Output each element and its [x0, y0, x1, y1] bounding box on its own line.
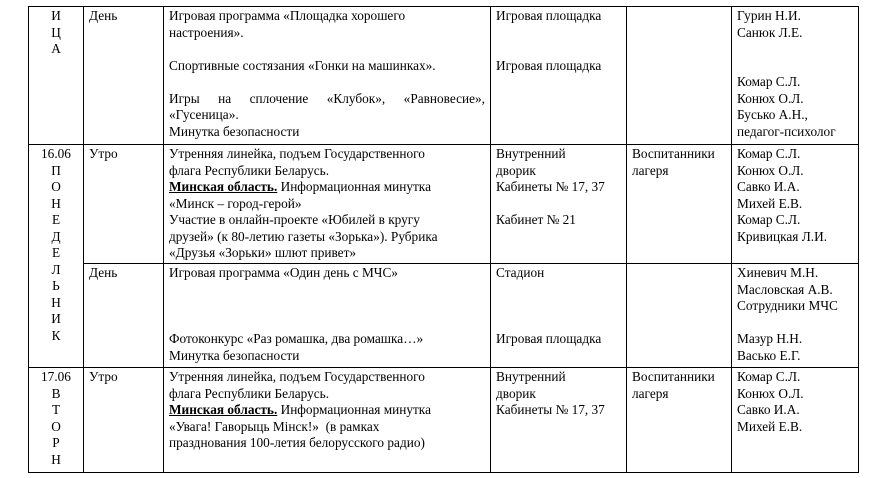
day-cell [29, 145, 84, 368]
responsible-cell [732, 145, 859, 264]
responsible-name: Михей Е.В. [737, 195, 803, 211]
schedule-row [29, 145, 859, 264]
day-letter: Д [51, 228, 61, 244]
day-letter: И [51, 311, 61, 326]
responsible-name: педагог-психолог [737, 123, 836, 139]
time-cell: День [84, 264, 164, 368]
time-cell: День [84, 7, 164, 145]
responsible-cell [732, 7, 859, 145]
event-text: друзей» (к 80-летию газеты «Зорька»). Рубрика [169, 228, 438, 244]
day-letter: Е [51, 245, 61, 260]
responsible-name: Савко И.А. [737, 402, 800, 417]
day-letter: Н [51, 195, 61, 211]
event-text: «Увага! Гаворыць Мінск!» (в рамках [169, 418, 380, 434]
event-text: Минутка безопасности [169, 347, 300, 363]
participants-text: лагеря [632, 385, 669, 401]
event-text: Минутка безопасности [169, 123, 300, 139]
event-text: флага Республики Беларусь. [169, 162, 330, 178]
day-letter: О [51, 418, 61, 434]
place-text: Кабинеты № 17, 37 [496, 402, 605, 417]
place-text: Стадион [496, 265, 545, 280]
day-letter: В [51, 385, 61, 401]
place-text: Внутренний [496, 146, 566, 161]
event-cell [164, 368, 491, 473]
responsible-name: Васько Е.Г. [737, 347, 801, 363]
event-cell [164, 145, 491, 264]
time-cell: Утро [84, 368, 164, 473]
responsible-name: Конюх О.Л. [737, 162, 804, 178]
event-text: настроения». [169, 24, 244, 40]
place-cell [491, 145, 627, 264]
region-label: Минская область. [169, 402, 278, 417]
day-cell [29, 368, 84, 473]
place-text: Игровая площадка [496, 331, 602, 346]
schedule-row [29, 7, 859, 145]
event-text: «Друзья «Зорьки» шлют привет» [169, 245, 357, 260]
place-text: Кабинет № 21 [496, 212, 576, 227]
place-cell [491, 7, 627, 145]
day-letter: Ь [52, 278, 60, 293]
place-text: Игровая площадка [496, 8, 602, 23]
responsible-name: Комар С.Л. [737, 74, 801, 89]
event-text: Фотоконкурс «Раз ромашка, два ромашка…» [169, 331, 424, 346]
schedule-row [29, 264, 859, 368]
day-letter: И [51, 8, 61, 23]
responsible-name: Михей Е.В. [737, 418, 803, 434]
participants-text: Воспитанники [632, 146, 715, 161]
place-text: Кабинеты № 17, 37 [496, 179, 605, 194]
responsible-name: Конюх О.Л. [737, 385, 804, 401]
date-label: 16.06 [41, 146, 71, 161]
event-text: Утренняя линейка, подъем Государственного [169, 146, 425, 161]
event-text: празднования 100-летия белорусского радио) [169, 435, 425, 450]
time-cell: Утро [84, 145, 164, 264]
place-cell [491, 264, 627, 368]
event-text: Минская область. Информационная минутка [169, 402, 431, 417]
event-text: Игры на сплочение «Клубок», «Равновесие», [169, 90, 485, 106]
responsible-name: Санюк Л.Е. [737, 24, 803, 40]
day-letter: П [51, 162, 61, 178]
day-letter: К [51, 327, 61, 343]
responsible-name: Масловская А.В. [737, 281, 833, 297]
responsible-name: Комар С.Л. [737, 146, 801, 161]
responsible-name: Гурин Н.И. [737, 8, 801, 23]
event-cell [164, 264, 491, 368]
place-cell [491, 368, 627, 473]
participants-cell [627, 264, 732, 368]
participants-cell [627, 7, 732, 145]
day-letter: Н [51, 451, 61, 467]
participants-cell [627, 145, 732, 264]
responsible-cell [732, 368, 859, 473]
event-text: Спортивные состязания «Гонки на машинках». [169, 57, 436, 73]
day-letter: Т [51, 402, 61, 417]
responsible-name: Хиневич М.Н. [737, 265, 819, 280]
day-letter: А [51, 41, 61, 56]
responsible-name: Комар С.Л. [737, 212, 801, 227]
participants-text: лагеря [632, 162, 669, 178]
day-letter: Ц [51, 24, 61, 40]
event-text: Игровая программа «Площадка хорошего [169, 8, 406, 23]
event-text: Минская область. Информационная минутка [169, 179, 431, 194]
schedule-table [28, 6, 859, 473]
place-text: Внутренний [496, 369, 566, 384]
responsible-name: Мазур Н.Н. [737, 331, 803, 346]
event-text: Игровая программа «Один день с МЧС» [169, 265, 398, 280]
day-letter: Р [52, 435, 60, 450]
responsible-name: Бусько А.Н., [737, 107, 808, 122]
day-letter: Е [51, 212, 61, 227]
day-letter: О [51, 179, 61, 194]
date-label: 17.06 [41, 369, 71, 384]
responsible-name: Савко И.А. [737, 179, 800, 194]
participants-cell [627, 368, 732, 473]
day-cell [29, 7, 84, 145]
responsible-name: Кривицкая Л.И. [737, 228, 828, 244]
event-text: Утренняя линейка, подъем Государственного [169, 369, 425, 384]
day-letter: Н [51, 294, 61, 310]
region-label: Минская область. [169, 179, 278, 194]
event-text: «Минск – город-герой» [169, 195, 302, 211]
schedule-row [29, 368, 859, 473]
responsible-cell [732, 264, 859, 368]
event-text: Участие в онлайн-проекте «Юбилей в кругу [169, 212, 420, 227]
day-letter: Л [51, 261, 61, 277]
responsible-name: Конюх О.Л. [737, 90, 804, 106]
event-cell [164, 7, 491, 145]
responsible-name: Сотрудники МЧС [737, 298, 838, 313]
place-text: дворик [496, 162, 536, 178]
place-text: Игровая площадка [496, 57, 602, 73]
responsible-name: Комар С.Л. [737, 369, 801, 384]
place-text: дворик [496, 385, 536, 401]
event-text: флага Республики Беларусь. [169, 385, 330, 401]
participants-text: Воспитанники [632, 369, 715, 384]
event-text: «Гусеница». [169, 107, 239, 122]
